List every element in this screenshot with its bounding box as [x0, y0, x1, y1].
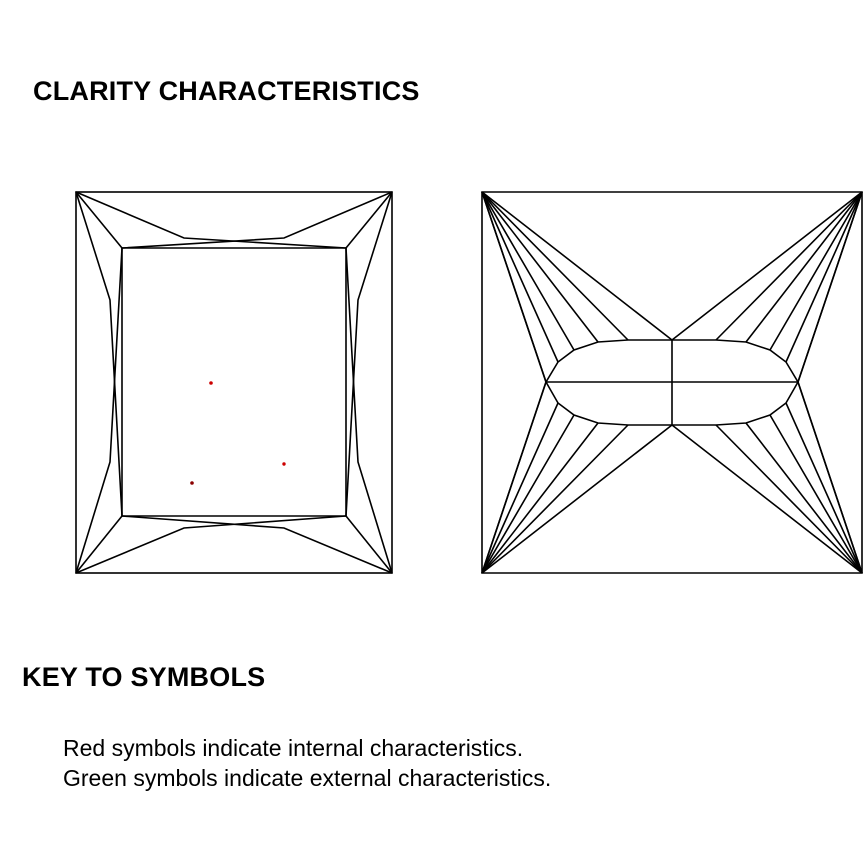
- pinpoint-inclusion: [282, 462, 285, 465]
- pavilion-plot-diagram: [478, 190, 866, 580]
- crown-internal-marks: [190, 381, 286, 485]
- page-title: CLARITY CHARACTERISTICS: [33, 76, 420, 106]
- key-internal-characteristics-text: Red symbols indicate internal characteristics.: [63, 735, 524, 761]
- key-to-symbols-title: KEY TO SYMBOLS: [22, 662, 266, 692]
- crown-plot-diagram: [74, 190, 394, 580]
- key-external-characteristics-text: Green symbols indicate external characteristics.: [63, 765, 552, 791]
- pinpoint-inclusion: [190, 481, 194, 485]
- crown-plot-svg: [74, 190, 394, 575]
- pavilion-plot-svg: [478, 190, 866, 575]
- pavilion-left-v: [482, 192, 546, 573]
- diagram-area: [0, 190, 868, 580]
- crown-table: [122, 248, 346, 516]
- pinpoint-inclusion: [209, 381, 213, 385]
- pavilion-right-v: [798, 192, 862, 573]
